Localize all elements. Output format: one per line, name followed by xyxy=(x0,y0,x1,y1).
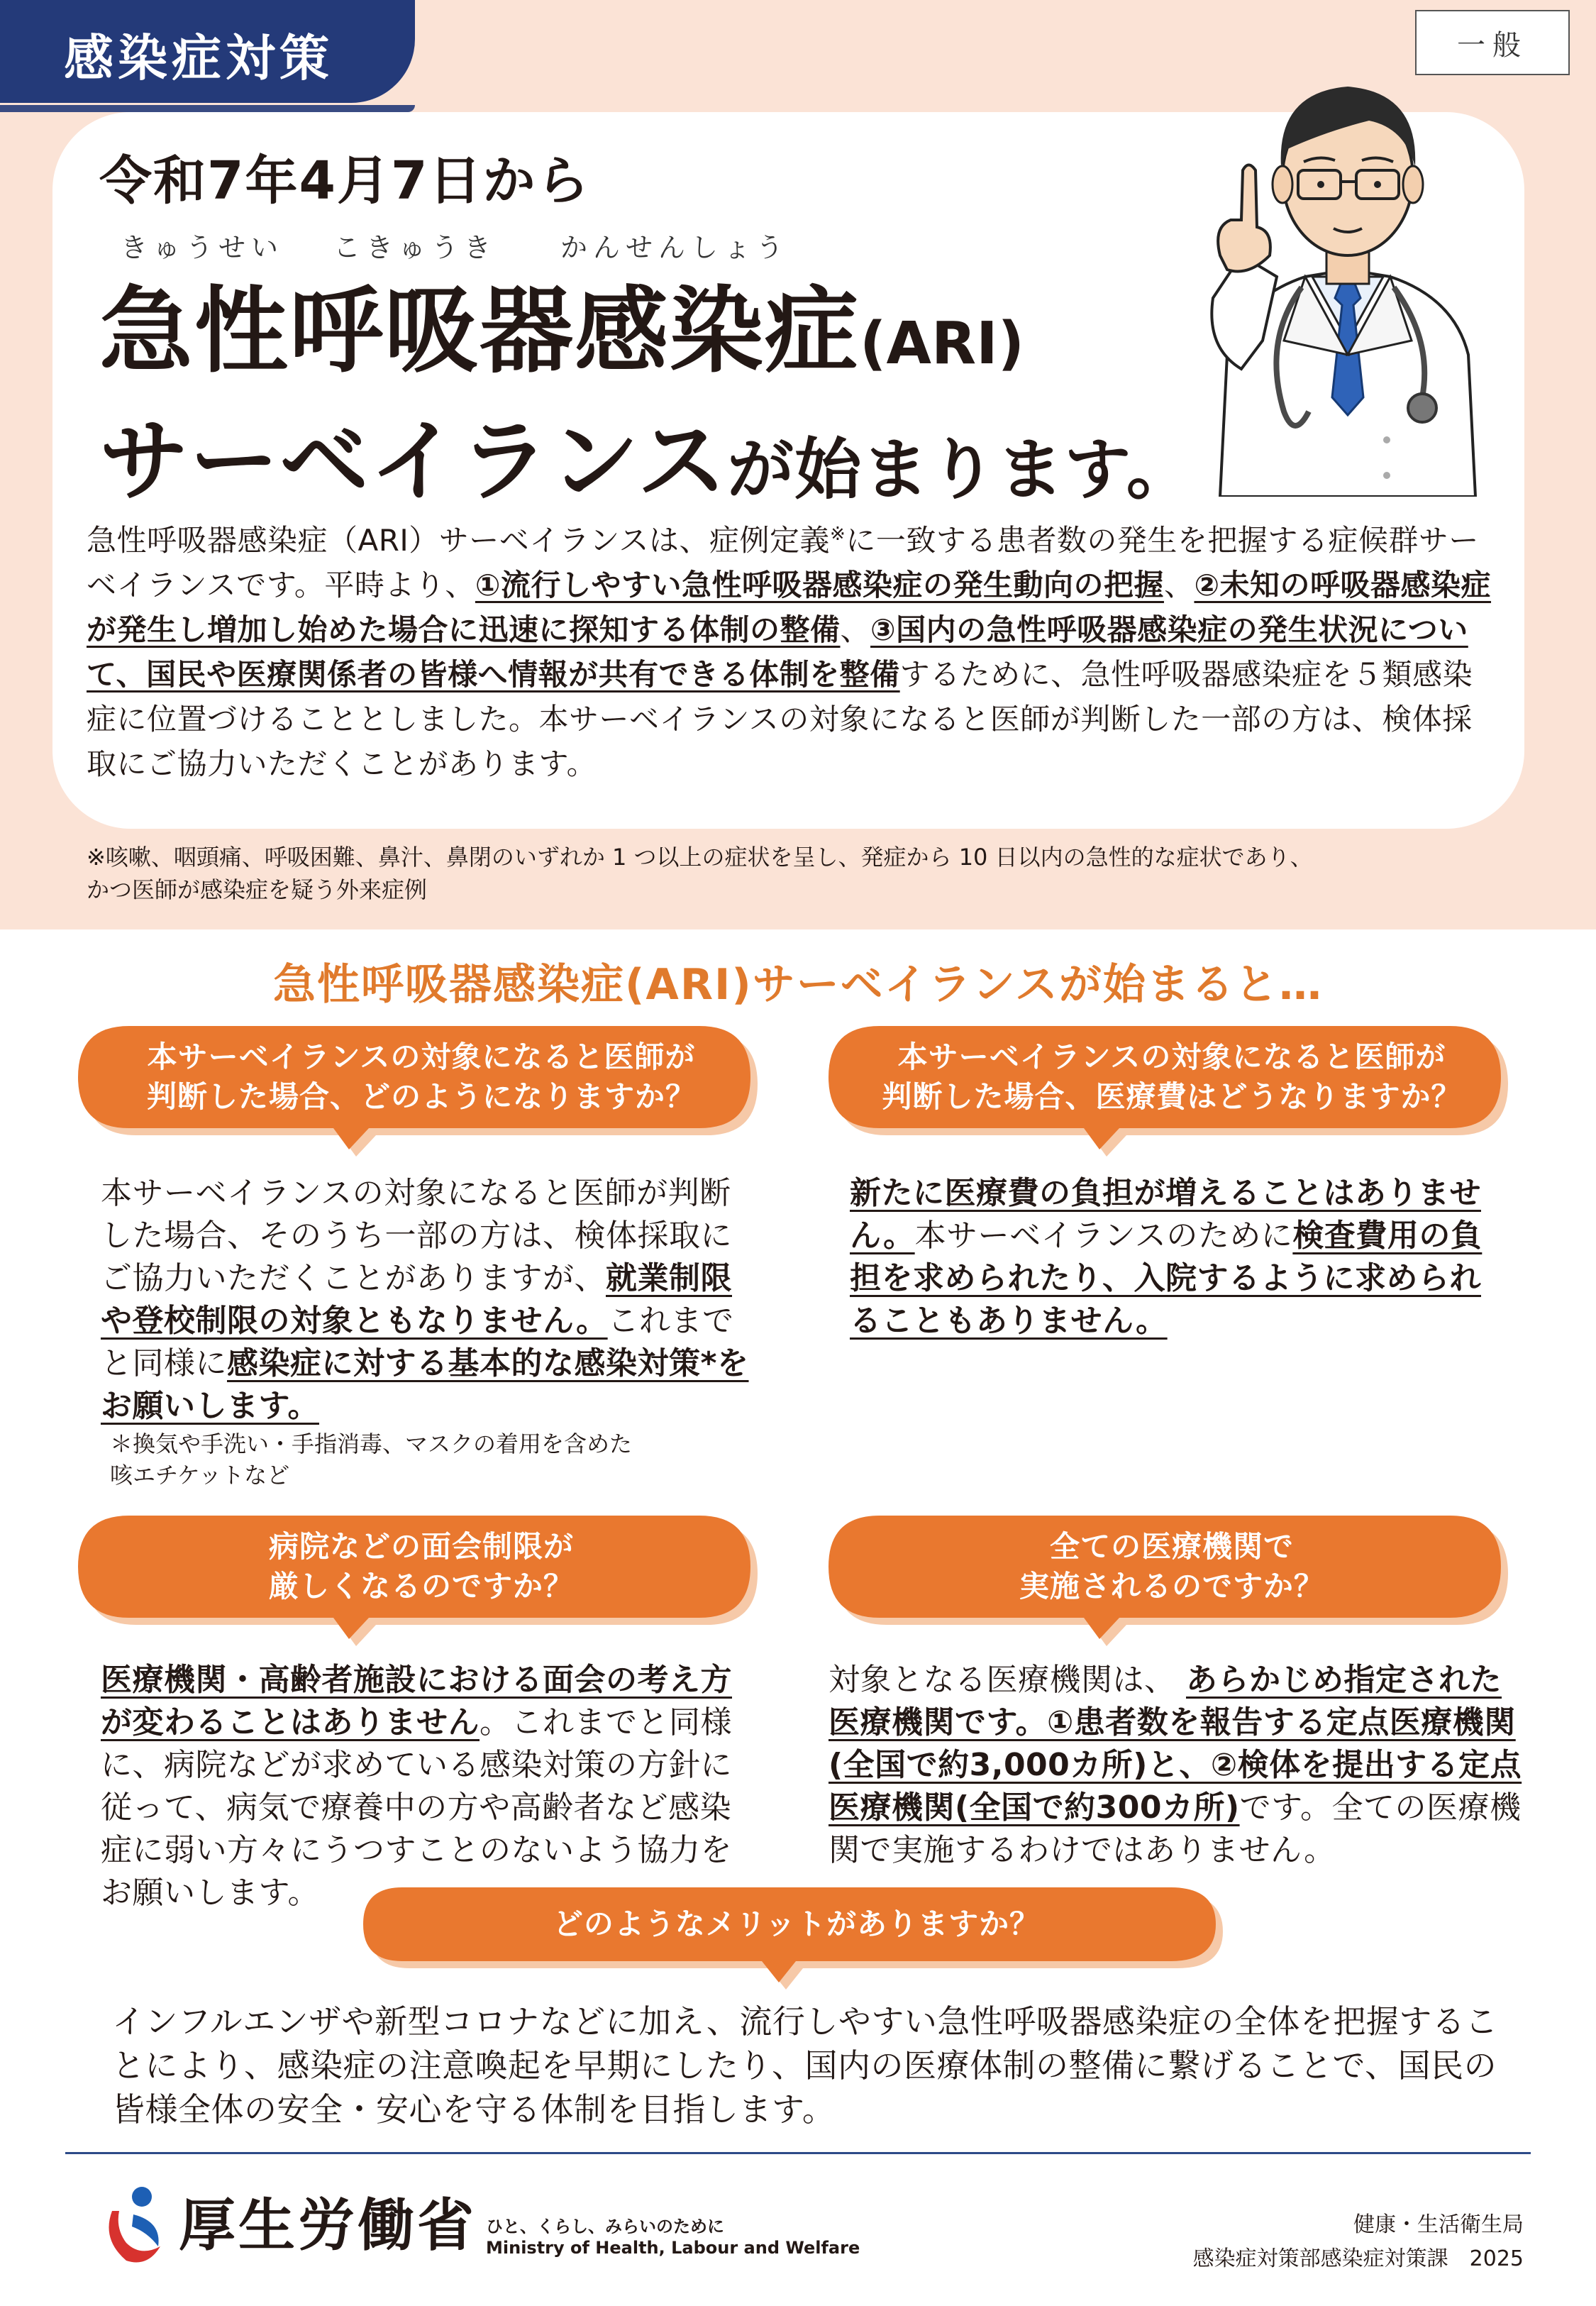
intro-point-1: ①流行しやすい急性呼吸器感染症の発生動向の把握 xyxy=(475,568,1164,602)
answer-3-emphasis-1: 医療機関・高齢者施設における面会の考え方が変わることはありません xyxy=(101,1662,732,1740)
section-heading: 急性呼吸器感染症(ARI)サーベイランスが始まると… xyxy=(272,960,1323,1010)
answer-4-text-2: です。全ての医療機関で実施するわけではありません。 xyxy=(829,1789,1522,1868)
answer-1 xyxy=(101,1172,753,1428)
answer-1-note xyxy=(110,1428,763,1491)
doctor-illustration xyxy=(1135,43,1561,497)
question-bubble-5 xyxy=(363,1887,1230,1994)
ministry-tagline: ひと、くらし、みらいのために xyxy=(486,2217,724,2236)
answer-4-text-1: 対象となる医療機関は、 xyxy=(829,1662,1186,1698)
question-bubble-4 xyxy=(829,1516,1515,1643)
category-tab-underline xyxy=(0,105,415,112)
question-1-line-1: 本サーベイランスの対象になると医師が xyxy=(147,1039,696,1074)
answer-2 xyxy=(850,1172,1509,1342)
ministry-logo-icon xyxy=(98,2183,169,2268)
intro-point-3: ③国内の急性呼吸器感染症の発生状況について、国民や医療関係者の皆様へ情報が共有できる体制を整備 xyxy=(87,612,1468,692)
footer-divider xyxy=(65,2152,1531,2154)
question-2-line-1: 本サーベイランスの対象になると医師が xyxy=(897,1039,1446,1074)
question-bubble-1 xyxy=(78,1026,765,1154)
case-definition-footnote xyxy=(87,841,1526,906)
question-2-line-2: 判断した場合、医療費はどうなりますか？ xyxy=(882,1079,1462,1114)
question-1-line-2: 判断した場合、どのようになりますか？ xyxy=(146,1079,696,1114)
intro-point-2: ②未知の呼吸器感染症が発生し増加し始めた場合に迅速に探知する体制の整備 xyxy=(87,568,1492,647)
start-date: 令和7年4月7日から xyxy=(99,150,591,211)
bureau-name: 健康・生活衛生局 xyxy=(1353,2212,1524,2237)
answer-2-text-1: 本サーベイランスのために xyxy=(914,1218,1293,1254)
answer-2-emphasis-1: 新たに医療費の負担が増えることはありません。 xyxy=(850,1175,1481,1254)
answer-1-note-line-2: 咳エチケットなど xyxy=(110,1462,290,1489)
footnote-line-2: かつ医師が感染症を疑う外来症例 xyxy=(87,876,428,903)
furigana-kyusei: きゅうせい xyxy=(121,232,284,263)
answer-1-note-line-1: ＊換気や手洗い・手指消毒、マスクの着用を含めた xyxy=(110,1430,633,1457)
headline-subtitle xyxy=(99,390,1194,519)
intro-text-3: 、 xyxy=(1163,568,1195,602)
answer-1-text-1: 本サーベイランスの対象になると医師が判断した場合、そのうち一部の方は、検体採取にご協力いただくことがありますが、 xyxy=(101,1175,732,1296)
headline-title-main: 急性呼吸器感染症 xyxy=(99,277,860,386)
headline-subtitle-a: サーベイランス xyxy=(99,409,728,514)
question-bubble-2 xyxy=(829,1026,1515,1154)
answer-3-text-1: 。これまでと同様に、病院などが求めている感染対策の方針に従って、病気で療養中の方や高齢者など感染症に弱い方々にうつすことのないよう協力をお願いします。 xyxy=(101,1704,732,1911)
question-bubble-3 xyxy=(78,1516,765,1643)
answer-3 xyxy=(101,1659,760,1914)
answer-1-emphasis-2: 感染症に対する基本的な感染対策*をお願いします。 xyxy=(101,1345,749,1424)
ministry-english-name: Ministry of Health, Labour and Welfare xyxy=(486,2238,860,2258)
category-label: 感染症対策 xyxy=(64,29,333,87)
headline-subtitle-b: が始まります。 xyxy=(727,431,1194,509)
question-3-line-1: 病院などの面会制限が xyxy=(268,1529,574,1564)
ministry-name: 厚生労働省 xyxy=(179,2192,477,2258)
question-4-line-1: 全ての医療機関で xyxy=(1049,1529,1294,1564)
division-name-year: 感染症対策部感染症対策課 2025 xyxy=(1192,2246,1524,2271)
intro-footnote-mark: ※ xyxy=(830,524,846,545)
question-3-line-2: 厳しくなるのですか？ xyxy=(268,1569,574,1604)
audience-badge: 一般 xyxy=(1415,10,1570,75)
furigana-kokyuki: こきゅうき xyxy=(333,232,497,263)
answer-1-text-2: これまでと同様に xyxy=(101,1303,734,1381)
headline-title xyxy=(99,255,1024,390)
answer-4-emphasis-1: あらかじめ指定された医療機関です。①患者数を報告する定点医療機関(全国で約3,000カ所)と、②検体を提出する定点医療機関(全国で約300カ所) xyxy=(829,1662,1522,1826)
question-4-line-2: 実施されるのですか？ xyxy=(1019,1569,1324,1604)
intro-text-5: するために、急性呼吸器感染症を５類感染症に位置づけることとしました。本サーベイランスの対象になると医師が判断した一部の方は、検体採取にご協力いただくことがあります。 xyxy=(87,657,1473,781)
intro-paragraph xyxy=(87,512,1498,786)
answer-5: インフルエンザや新型コロナなどに加え、流行しやすい急性呼吸器感染症の全体を把握することにより、感染症の注意喚起を早期にしたり、国内の医療体制の整備に繋げることで、国民の皆様全体の安全・安心を守る体制を目指します。 xyxy=(112,2002,1498,2129)
furigana-kansensho: かんせんしょう xyxy=(560,232,789,263)
headline-title-abbr: (ARI) xyxy=(860,310,1025,377)
answer-1-emphasis-1: 就業制限や登校制限の対象ともなりません。 xyxy=(101,1260,732,1339)
intro-text-2: に一致する患者数の発生を把握する症候群サーベイランスです。平時より、 xyxy=(87,523,1479,602)
footnote-line-1: ※咳嗽、咽頭痛、呼吸困難、鼻汁、鼻閉のいずれか 1 つ以上の症状を呈し、発症から 10 日以内の急性的な症状であり、 xyxy=(87,844,1313,871)
question-5-text: どのようなメリットがありますか？ xyxy=(553,1907,1041,1941)
answer-2-emphasis-2: 検査費用の負担を求められたり、入院するように求められることもありません。 xyxy=(850,1218,1483,1339)
answer-4 xyxy=(829,1659,1524,1872)
intro-text-4: 、 xyxy=(840,612,871,647)
intro-text-1: 急性呼吸器感染症（ARI）サーベイランスは、症例定義 xyxy=(87,523,831,558)
